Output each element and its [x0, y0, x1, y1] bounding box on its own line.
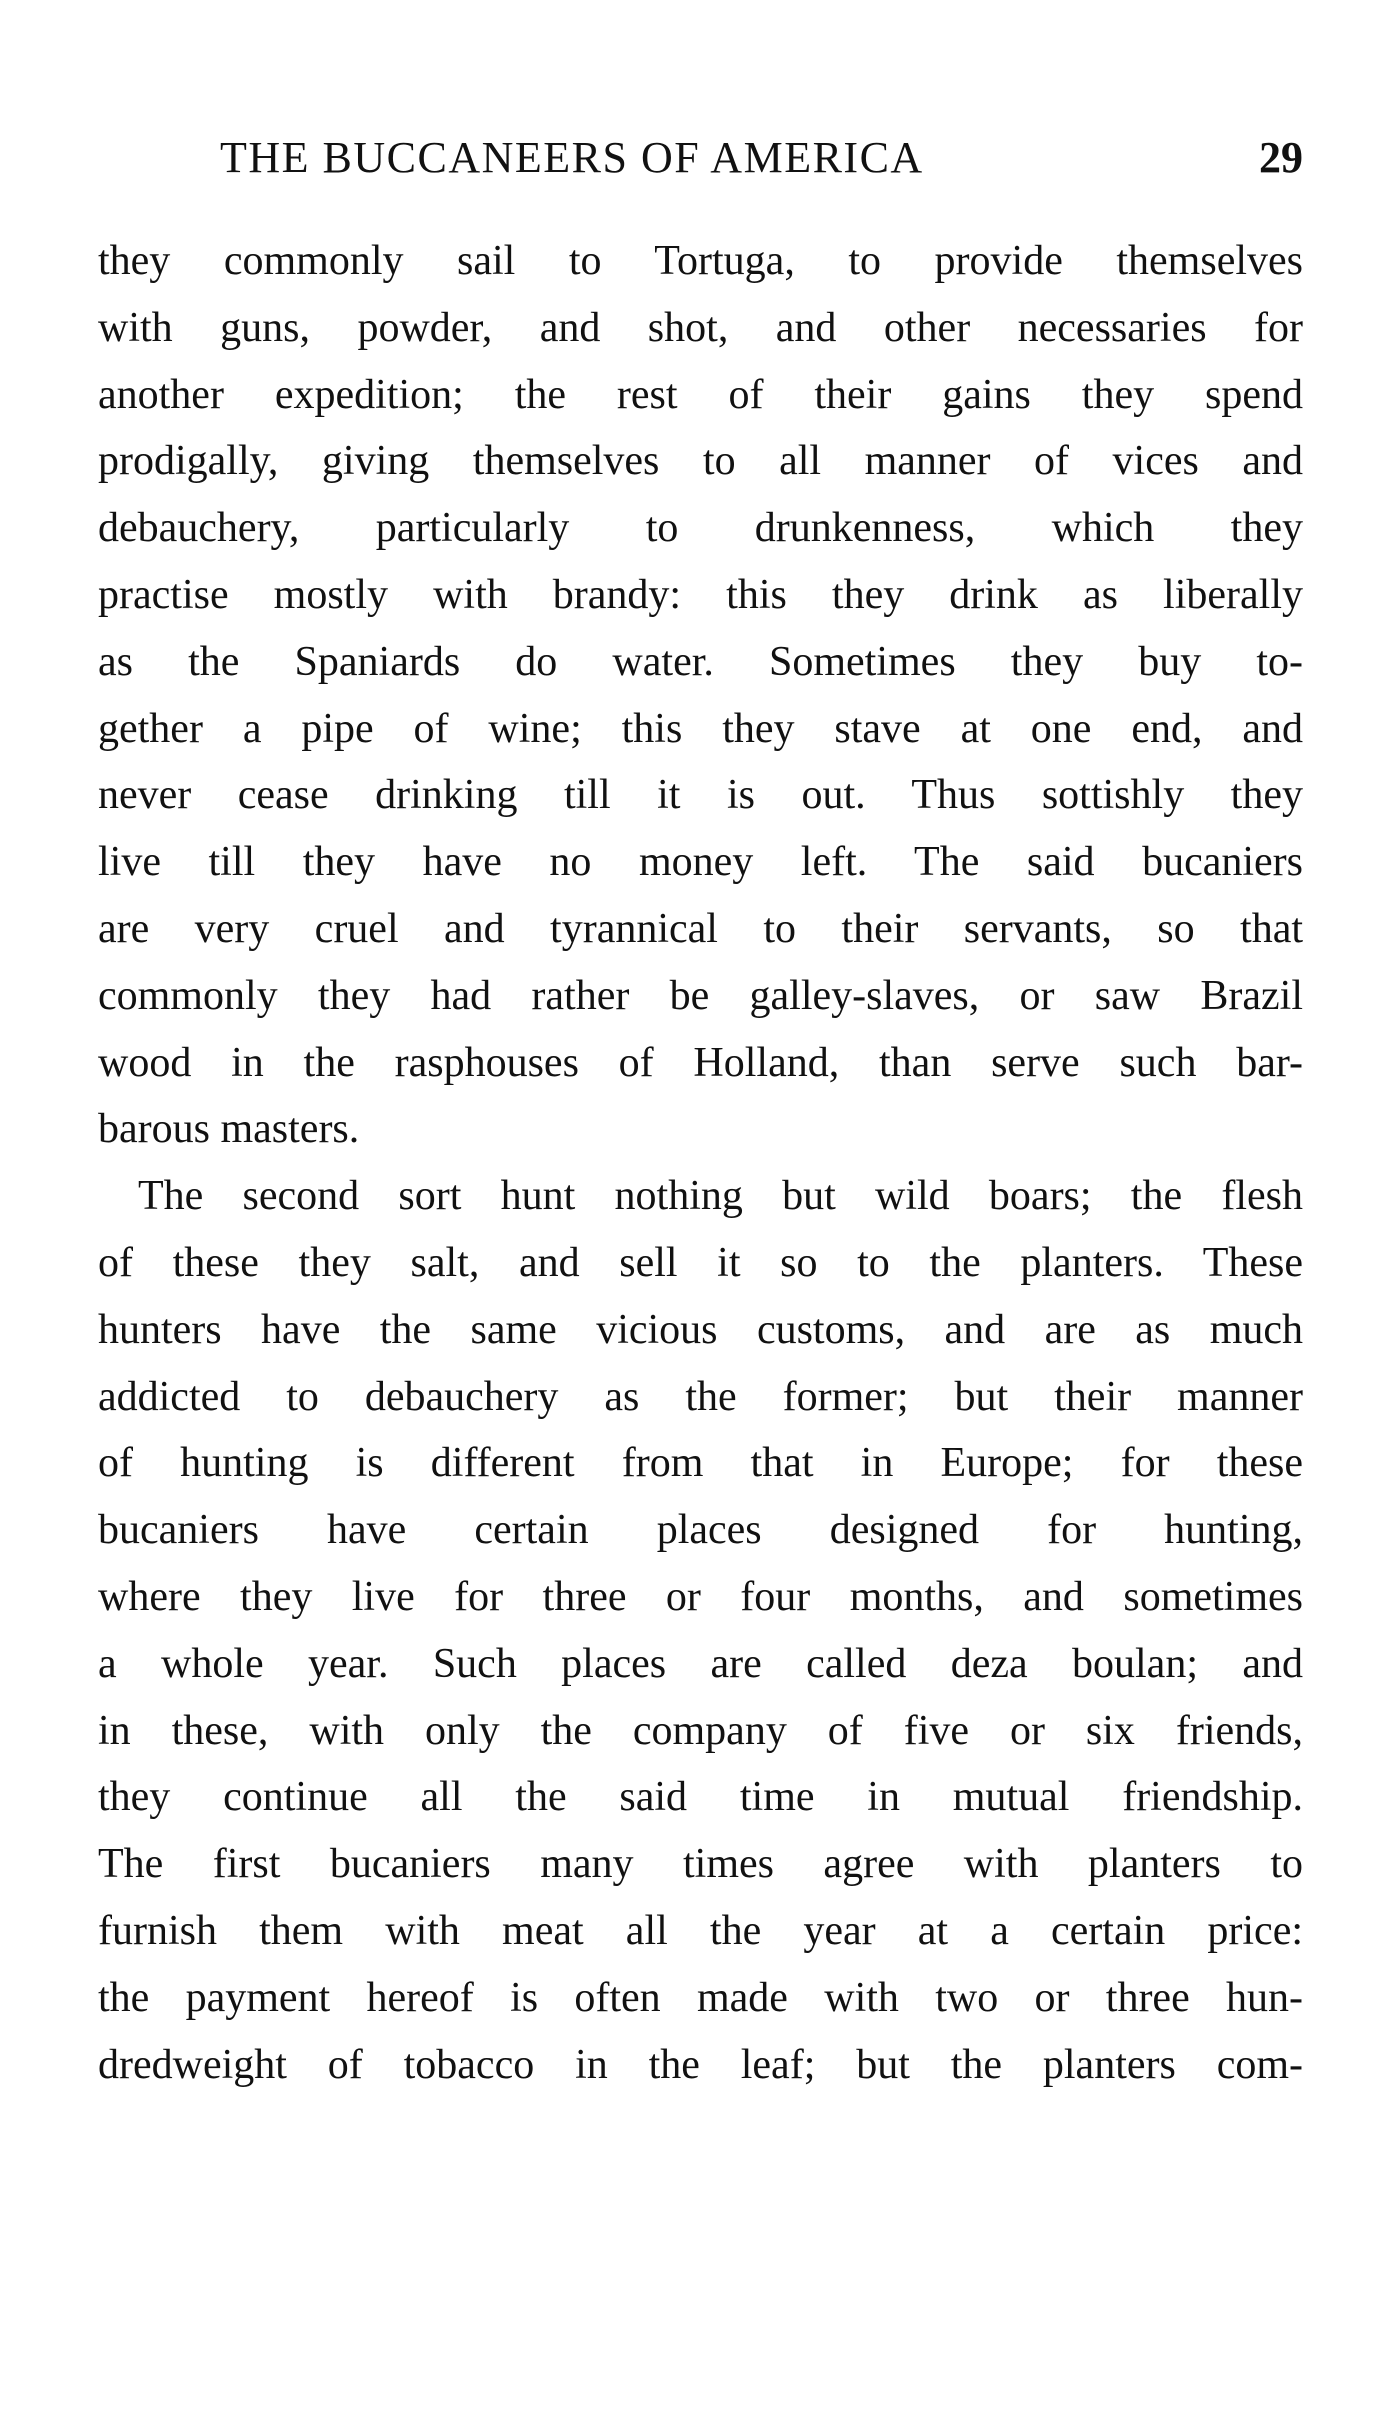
text-line: prodigally, giving themselves to all manner of vices and	[98, 438, 1303, 485]
body-text	[98, 228, 1303, 2098]
text-line: addicted to debauchery as the former; but their manner	[98, 1373, 1303, 1420]
text-line: debauchery, particularly to drunkenness, which they	[98, 505, 1303, 552]
text-line: bucaniers have certain places designed for hunting,	[98, 1507, 1303, 1554]
running-title: THE BUCCANEERS OF AMERICA	[220, 133, 924, 182]
text-line: gether a pipe of wine; this they stave at one end, and	[98, 705, 1303, 752]
text-line: the payment hereof is often made with two or three hun-	[98, 1974, 1303, 2021]
text-line: live till they have no money left. The said bucaniers	[98, 839, 1303, 886]
text-line: barous masters.	[98, 1106, 360, 1153]
text-line: where they live for three or four months, and sometimes	[98, 1573, 1303, 1620]
text-line: practise mostly with brandy: this they drink as liberally	[98, 571, 1303, 618]
text-line: The first bucaniers many times agree with planters to	[98, 1841, 1303, 1888]
text-line: they continue all the said time in mutual friendship.	[98, 1774, 1303, 1821]
text-line: in these, with only the company of five or six friends,	[98, 1707, 1303, 1754]
text-line: of these they salt, and sell it so to the planters. These	[98, 1239, 1303, 1286]
text-line: with guns, powder, and shot, and other necessaries for	[98, 304, 1303, 351]
running-head	[220, 128, 1303, 188]
text-line: never cease drinking till it is out. Thus sottishly they	[98, 772, 1303, 819]
text-line: another expedition; the rest of their gains they spend	[98, 371, 1303, 418]
page-number: 29	[1259, 133, 1303, 182]
text-line: they commonly sail to Tortuga, to provide themselves	[98, 238, 1303, 284]
text-line: dredweight of tobacco in the leaf; but the planters com-	[98, 2041, 1303, 2088]
text-line: of hunting is different from that in Europe; for these	[98, 1440, 1303, 1487]
paragraph-2	[98, 1163, 1303, 2098]
text-line: hunters have the same vicious customs, and are as much	[98, 1306, 1303, 1353]
text-line: furnish them with meat all the year at a certain price:	[98, 1907, 1303, 1954]
text-line: wood in the rasphouses of Holland, than serve such bar-	[98, 1039, 1303, 1086]
text-line: commonly they had rather be galley-slaves, or saw Brazil	[98, 972, 1303, 1019]
paragraph-1	[98, 228, 1303, 1163]
text-line: are very cruel and tyrannical to their servants, so that	[98, 905, 1303, 952]
text-line: a whole year. Such places are called deza boulan; and	[98, 1640, 1303, 1687]
text-line: as the Spaniards do water. Sometimes they buy to-	[98, 638, 1303, 685]
text-line: The second sort hunt nothing but wild boars; the flesh	[138, 1173, 1303, 1220]
